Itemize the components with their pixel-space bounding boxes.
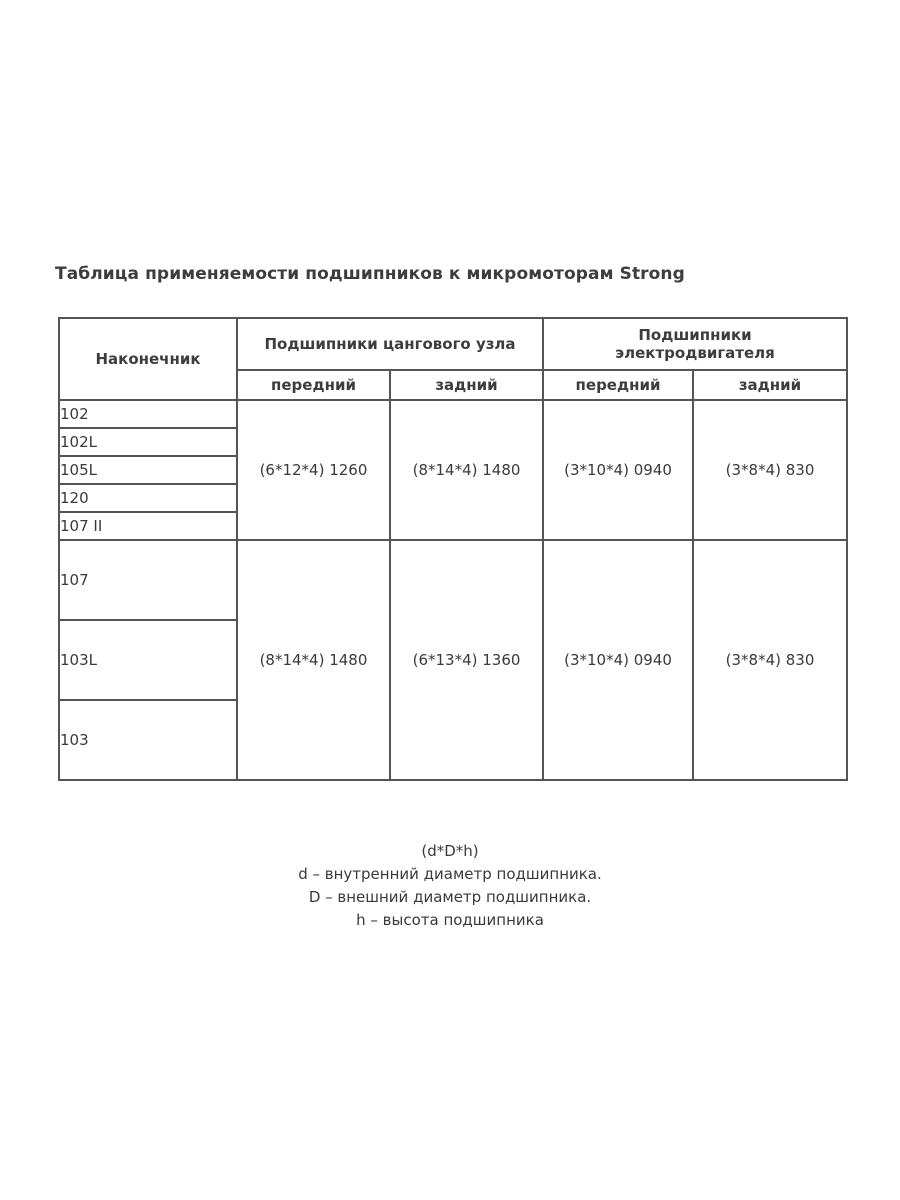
table-row [59,540,847,620]
header-motor-front: передний [543,370,693,400]
header-collet-front: передний [237,370,390,400]
motor-front-cell: (3*10*4) 0940 [543,540,693,780]
legend-formula: (d*D*h) [421,842,479,860]
legend [0,840,900,932]
tip-cell: 107 II [59,512,237,540]
collet-front-cell: (8*14*4) 1480 [237,540,390,780]
collet-front-cell: (6*12*4) 1260 [237,400,390,540]
tip-cell: 105L [59,456,237,484]
collet-rear-cell: (8*14*4) 1480 [390,400,543,540]
header-row-1 [59,318,847,370]
tip-cell: 102 [59,400,237,428]
tip-cell: 107 [59,540,237,620]
legend-D: D – внешний диаметр подшипника. [308,888,592,906]
header-collet-rear: задний [390,370,543,400]
tip-cell: 103L [59,620,237,700]
tip-cell: 103 [59,700,237,780]
motor-front-cell: (3*10*4) 0940 [543,400,693,540]
motor-rear-cell: (3*8*4) 830 [693,400,847,540]
header-motor-group [543,318,847,370]
motor-rear-cell: (3*8*4) 830 [693,540,847,780]
legend-h: h – высота подшипника [356,911,544,929]
tip-cell: 120 [59,484,237,512]
header-motor-rear: задний [693,370,847,400]
table-row [59,400,847,428]
header-motor-line1: Подшипники [638,326,752,344]
header-collet-group: Подшипники цангового узла [237,318,543,370]
header-motor-line2: электродвигателя [615,344,775,362]
tip-cell: 102L [59,428,237,456]
bearings-table [58,317,848,781]
legend-d: d – внутренний диаметр подшипника. [298,865,602,883]
header-tip: Наконечник [59,318,237,400]
page-title: Таблица применяемости подшипников к микромоторам Strong [55,264,685,284]
collet-rear-cell: (6*13*4) 1360 [390,540,543,780]
